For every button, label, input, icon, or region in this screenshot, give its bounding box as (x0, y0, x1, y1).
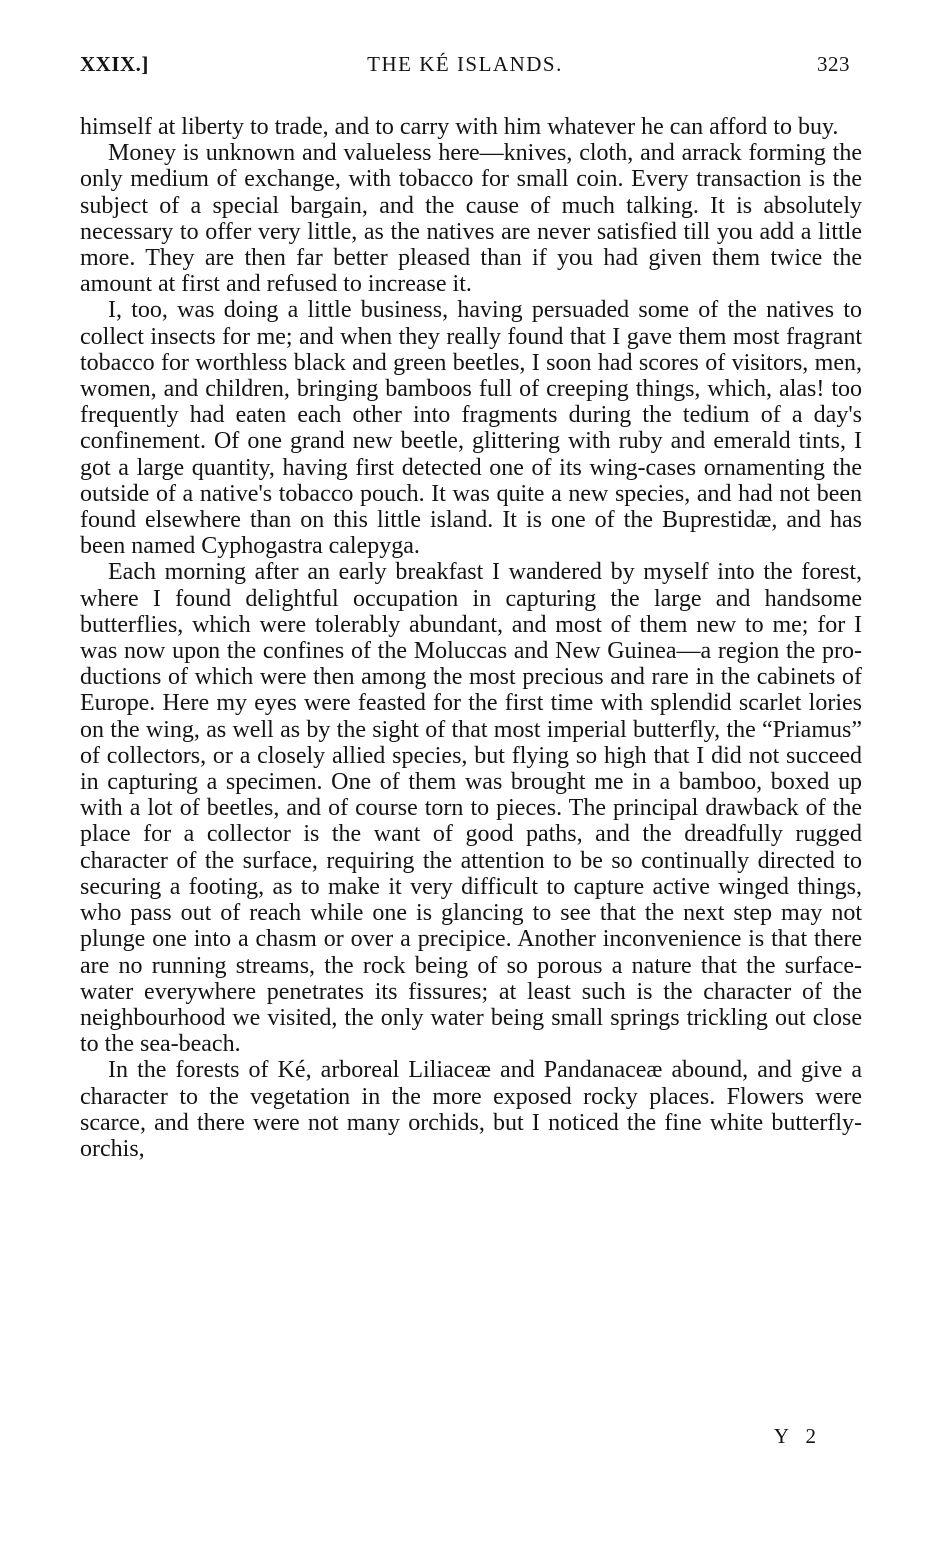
paragraph-continued: himself at liberty to trade, and to carry with him whatever he can afford to buy. (80, 114, 839, 140)
page-number: 323 (817, 52, 850, 76)
paragraph-butterflies: Each morning after an early breakfast I wandered by myself into the forest, where I found delightful occupation in capturing the large and handsome butterflies, which were tolerably abundant, and most of them new to me; for I was now upon the confines of the Moluccas and New Guinea—a region the productions of which were then among the most precious and rare in the cabinets of Europe. Here my eyes were feasted for the first time with splendid scarlet lories on the wing, as well as by the sight of that most imperial butterfly, the “Priamus” of collectors, or a closely allied species, but flying so high that I did not succeed in capturing a specimen. One of them was brought me in a bamboo, boxed up with a lot of beetles, and of course torn to pieces. The principal drawback of the place for a collector is the want of good paths, and the dreadfully rugged character of the surface, requiring the attention to be so continually directed to securing a footing, as to make it very difficult to capture active winged things, who pass out of reach while one is glancing to see that the next step may not plunge one into a chasm or over a precipice. Another inconvenience is that there are no running streams, the rock being of so porous a nature that the surface-water everywhere penetrates its fissures; at least such is the character of the neighbourhood we visited, the only water being small springs trickling out close to the sea-beach. (80, 559, 862, 1058)
paragraph-insects: I, too, was doing a little business, having persuaded some of the natives to collect insects for me; and when they really found that I gave them most fragrant tobacco for worthless black and green beetles, I soon had scores of visitors, men, women, and children, bringing bamboos full of creeping things, which, alas! too frequently had eaten each other into fragments during the tedium of a day's confinement. Of one grand new beetle, glittering with ruby and emerald tints, I got a large quantity, having first detected one of its wing-cases ornamenting the outside of a native's tobacco pouch. It was quite a new species, and had not been found elsewhere than on this little island. It is one of the Buprestidæ, and has been named Cyphogastra calepyga. (80, 297, 862, 560)
paragraph-forests: In the forests of Ké, arboreal Liliaceæ and Pandanaceæ abound, and give a character to the vegetation in the more exposed rocky places. Flowers were scarce, and there were not many orchids, but I noticed the fine white butterfly-orchis, (80, 1057, 862, 1162)
running-head (80, 52, 850, 82)
running-title: THE KÉ ISLANDS. (367, 52, 563, 76)
signature-mark: Y 2 (773, 1424, 822, 1448)
body-text (80, 114, 862, 1162)
chapter-number: XXIX.] (80, 52, 149, 76)
paragraph-money: Money is unknown and valueless here—knives, cloth, and arrack forming the only medium of exchange, with tobacco for small coin. Every transaction is the subject of a special bargain, and the cause of much talking. It is absolutely necessary to offer very little, as the natives are never satisfied till you add a little more. They are then far better pleased than if you had given them twice the amount at first and refused to increase it. (80, 140, 862, 298)
